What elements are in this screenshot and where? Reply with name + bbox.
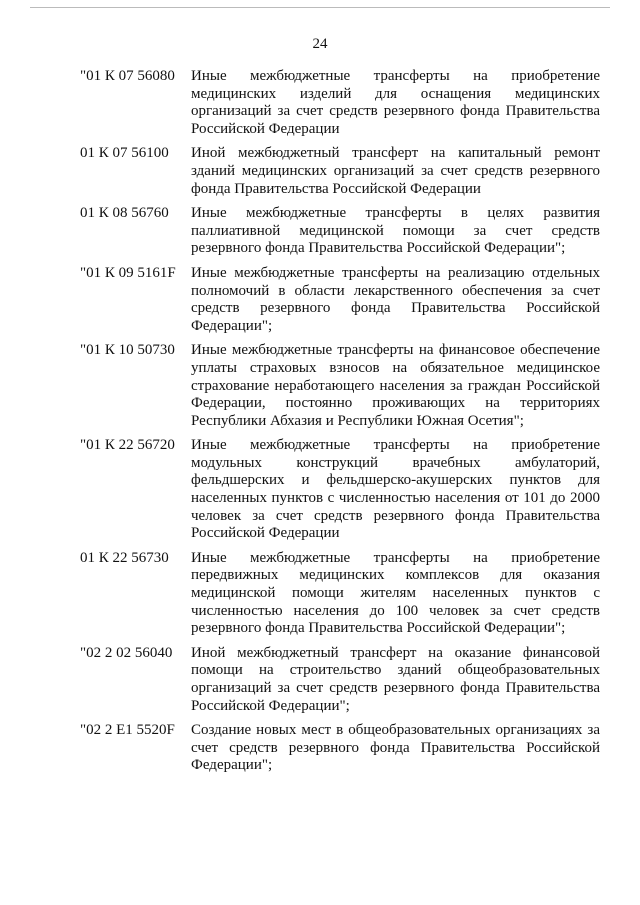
entry-code: "01 К 09 5161F bbox=[80, 264, 176, 281]
entry-text: Иной межбюджетный трансферт на оказание финансовой помощи на строительство зданий общеобразовательных организаций за счет средств резервного фонда Правительства Российской Федерации"; bbox=[191, 644, 600, 714]
entry-row bbox=[80, 550, 600, 638]
entry-text: Иные межбюджетные трансферты на приобретение медицинских изделий для оснащения медицинских организаций за счет средств резервного фонда Правительства Российской Федерации bbox=[191, 68, 600, 137]
entry-row bbox=[80, 145, 600, 198]
entries-list bbox=[80, 68, 600, 782]
page-number: 24 bbox=[312, 36, 328, 52]
entry-text: Иной межбюджетный трансферт на капитальный ремонт зданий медицинских организаций за счет средств резервного фонда Правительства Российской Федерации bbox=[191, 145, 600, 197]
entry-row bbox=[80, 205, 600, 258]
entry-text: Иные межбюджетные трансферты на реализацию отдельных полномочий в области лекарственного обеспечения за счет средств резервного фонда Правительства Российской Федерации"; bbox=[191, 264, 600, 334]
entry-text: Иные межбюджетные трансферты на финансовое обеспечение уплаты страховых взносов на обязательное медицинское страхование неработающего населения за граждан Российской Федерации, постоянно проживающих на территориях Республики Абхазия и Республики Южная Осетия"; bbox=[191, 342, 600, 429]
entry-text: Иные межбюджетные трансферты на приобретение передвижных медицинских комплексов для оказания медицинской помощи жителям населенных пунктов с численностью населения до 100 человек за счет средств резервного фонда Правительства Российской Федерации"; bbox=[191, 549, 600, 637]
entry-code: "02 2 02 56040 bbox=[80, 644, 173, 661]
entry-code: "01 К 10 50730 bbox=[80, 342, 175, 359]
entry-row bbox=[80, 437, 600, 543]
entry-row bbox=[80, 265, 600, 335]
entry-text: Создание новых мест в общеобразовательных организациях за счет средств резервного фонда Правительства Российской Федерации"; bbox=[191, 722, 600, 774]
entry-code: 01 К 07 56100 bbox=[80, 145, 169, 162]
entry-code: 01 К 08 56760 bbox=[80, 205, 169, 222]
entry-code: "01 К 07 56080 bbox=[80, 68, 175, 84]
entry-text: Иные межбюджетные трансферты в целях развития паллиативной медицинской помощи за счет средств резервного фонда Правительства Российской Федерации"; bbox=[191, 205, 600, 257]
entry-row bbox=[80, 342, 600, 430]
entry-text: Иные межбюджетные трансферты на приобретение модульных конструкций врачебных амбулаторий, фельдшерских и фельдшерско-акушерских пунктов для населенных пунктов с численностью населения от 101 до 2000 человек за счет средств резервного фонда Правительства Российской Федерации bbox=[191, 437, 600, 542]
entry-code: "02 2 E1 5520F bbox=[80, 722, 175, 739]
entry-row bbox=[80, 722, 600, 775]
entry-code: 01 К 22 56730 bbox=[80, 549, 169, 566]
entry-row bbox=[80, 68, 600, 138]
entry-row bbox=[80, 645, 600, 715]
entry-code: "01 К 22 56720 bbox=[80, 437, 175, 454]
top-rule bbox=[30, 7, 610, 8]
